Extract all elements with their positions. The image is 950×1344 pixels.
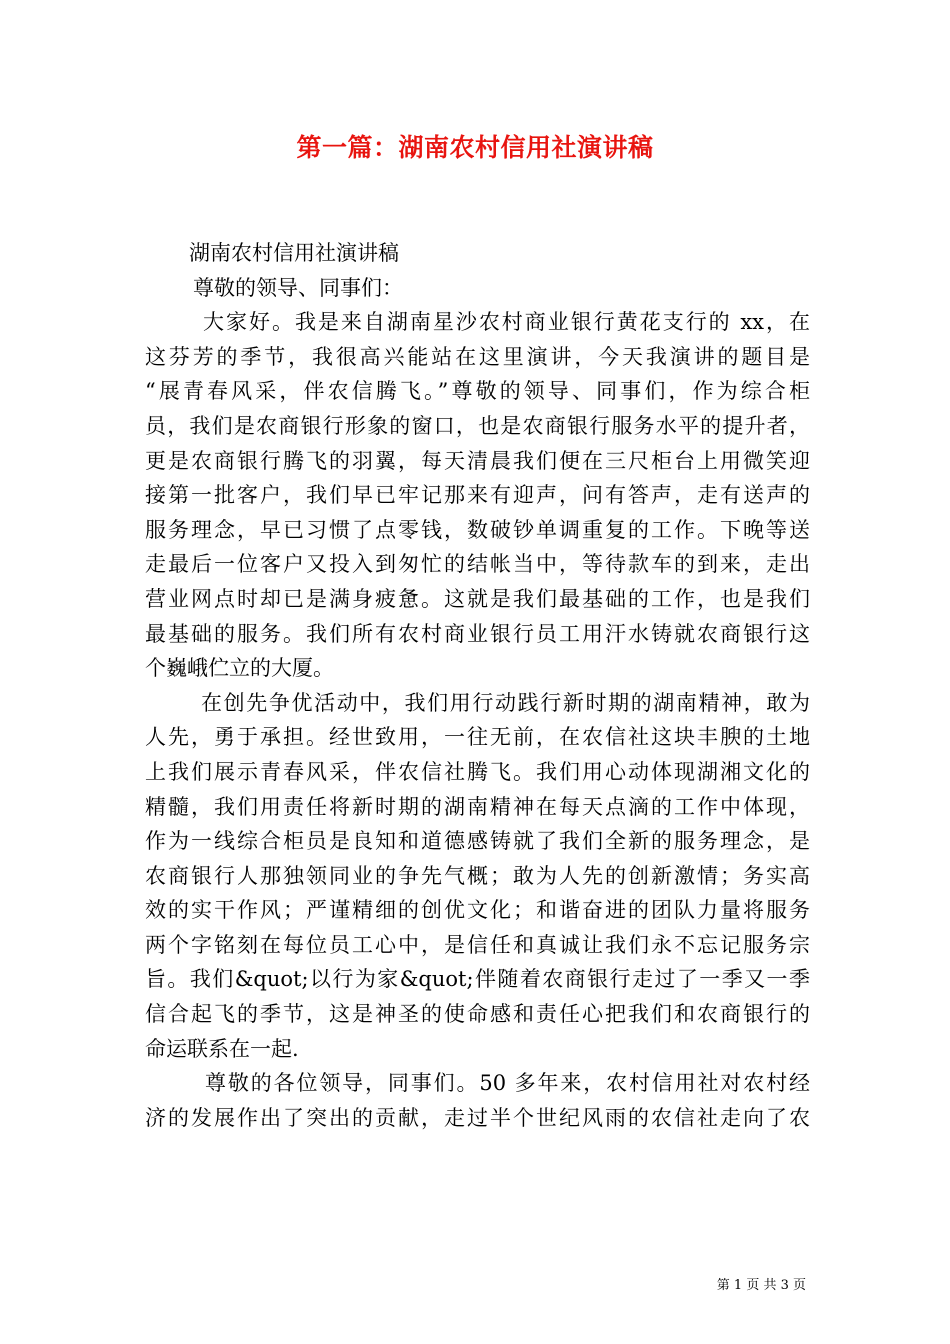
text-line: 济的发展作出了突出的贡献，走过半个世纪风雨的农信社走向了农 bbox=[145, 1105, 810, 1130]
text-line: 作为一线综合柜员是良知和道德感铸就了我们全新的服务理念，是 bbox=[145, 829, 810, 854]
text-line: 农商银行人那独领同业的争先气概；敢为人先的创新激情；务实高 bbox=[145, 863, 810, 888]
text-line: 在创先争优活动中，我们用行动践行新时期的湖南精神，敢为 bbox=[201, 690, 810, 715]
text-line: 个巍峨伫立的大厦。 bbox=[145, 656, 334, 681]
text-line: 效的实干作风；严谨精细的创优文化；和谐奋进的团队力量将服务 bbox=[145, 898, 810, 923]
text-line-salutation: 尊敬的领导、同事们： bbox=[193, 275, 403, 300]
text-line: 这芬芳的季节，我很高兴能站在这里演讲，今天我演讲的题目是 bbox=[145, 344, 810, 369]
text-line: 员，我们是农商银行形象的窗口，也是农商银行服务水平的提升者， bbox=[145, 413, 810, 438]
text-line: 服务理念，早已习惯了点零钱，数破钞单调重复的工作。下晚等送 bbox=[145, 517, 810, 542]
page-number-footer: 第 1 页 共 3 页 bbox=[716, 1278, 806, 1293]
text-line: 营业网点时却已是满身疲惫。这就是我们最基础的工作，也是我们 bbox=[145, 586, 810, 611]
text-line: 命运联系在一起. bbox=[145, 1036, 299, 1061]
text-line: 接第一批客户，我们早已牢记那来有迎声，问有答声，走有送声的 bbox=[145, 483, 810, 508]
text-line: 信合起飞的季节，这是神圣的使命感和责任心把我们和农商银行的 bbox=[145, 1002, 810, 1027]
text-line: 精髓，我们用责任将新时期的湖南精神在每天点滴的工作中体现， bbox=[145, 794, 810, 819]
document-title: 第一篇：湖南农村信用社演讲稿 bbox=[296, 133, 654, 162]
text-line: 旨。我们&quot;以行为家&quot;伴随着农商银行走过了一季又一季 bbox=[145, 967, 810, 992]
text-line: “展青春风采，伴农信腾飞。”尊敬的领导、同事们，作为综合柜 bbox=[145, 379, 810, 404]
text-line: 最基础的服务。我们所有农村商业银行员工用汗水铸就农商银行这 bbox=[145, 621, 810, 646]
text-line: 尊敬的各位领导，同事们。50 多年来，农村信用社对农村经 bbox=[205, 1071, 810, 1096]
text-line: 大家好。我是来自湖南星沙农村商业银行黄花支行的 xx，在 bbox=[203, 310, 810, 335]
text-line-subtitle: 湖南农村信用社演讲稿 bbox=[189, 241, 399, 265]
text-line: 更是农商银行腾飞的羽翼，每天清晨我们便在三尺柜台上用微笑迎 bbox=[145, 448, 810, 473]
text-line: 走最后一位客户又投入到匆忙的结帐当中，等待款车的到来，走出 bbox=[145, 552, 810, 577]
text-line: 人先，勇于承担。经世致用，一往无前，在农信社这块丰腴的土地 bbox=[145, 725, 810, 750]
text-line: 两个字铭刻在每位员工心中，是信任和真诚让我们永不忘记服务宗 bbox=[145, 932, 810, 957]
text-line: 上我们展示青春风采，伴农信社腾飞。我们用心动体现湖湘文化的 bbox=[145, 759, 810, 784]
document-body bbox=[145, 236, 810, 1135]
